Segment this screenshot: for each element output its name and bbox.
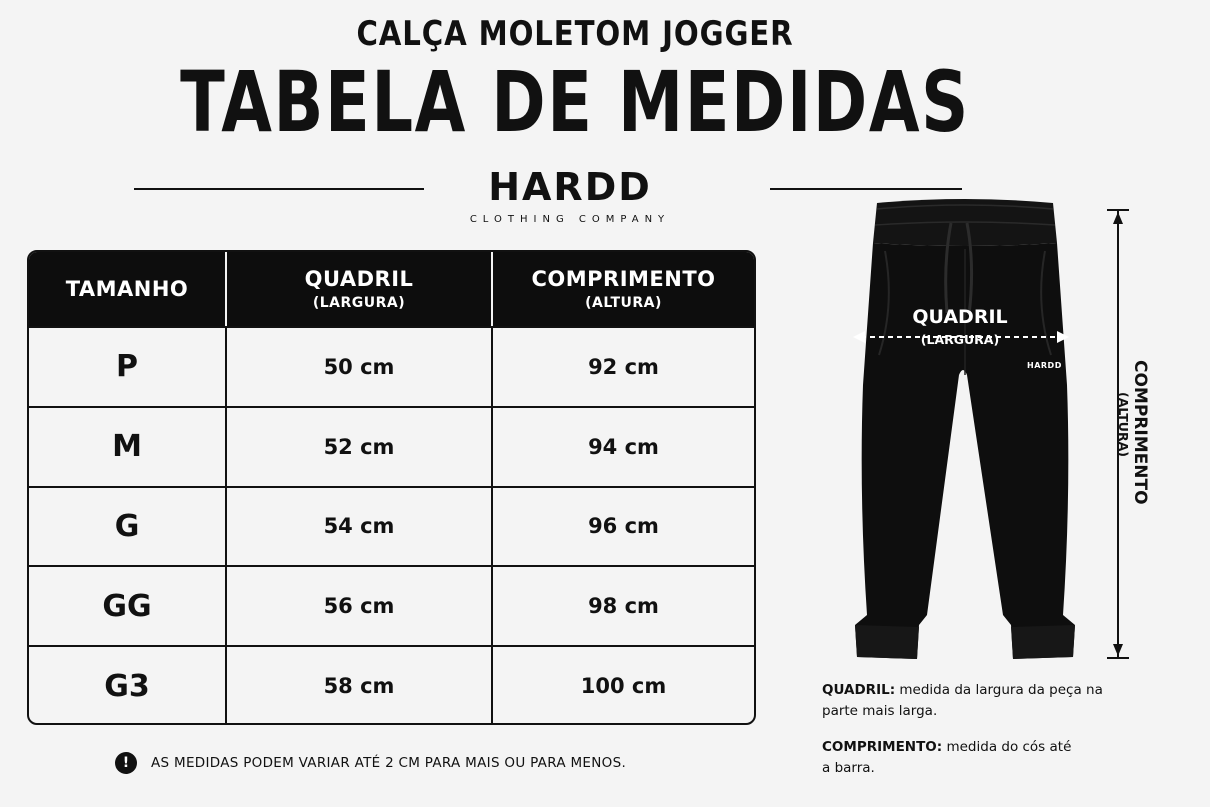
header-sublabel: (ALTURA): [585, 295, 662, 311]
table-row: [29, 565, 754, 645]
product-subtitle: CALÇA MOLETOM JOGGER: [356, 14, 794, 54]
legend-definition: medida do cós até a barra.: [822, 739, 1072, 776]
quadril-cell: 58 cm: [227, 647, 493, 725]
comprimento-cell: 98 cm: [588, 594, 659, 619]
brand-name: HARDD: [488, 165, 652, 209]
legend-quadril: [822, 680, 1122, 722]
header-tamanho: [29, 252, 227, 326]
brand-logo: [455, 165, 685, 225]
comprimento-diagram-label: COMPRIMENTO: [1130, 360, 1150, 505]
legend-comprimento: [822, 737, 1072, 779]
header-label: TAMANHO: [65, 277, 189, 301]
table-row: [29, 406, 754, 486]
size-cell: G: [29, 488, 227, 566]
garment-logo: HARDD: [1027, 361, 1062, 370]
divider-right: [770, 188, 962, 190]
quadril-cell: 52 cm: [227, 408, 493, 486]
note-text: AS MEDIDAS PODEM VARIAR ATÉ 2 CM PARA MAIS OU PARA MENOS.: [151, 755, 627, 771]
quadril-diagram-sublabel: (LARGURA): [920, 332, 1000, 347]
header-comprimento: [493, 252, 754, 326]
page-title: TABELA DE MEDIDAS: [180, 53, 970, 151]
comprimento-cell: 100 cm: [580, 674, 667, 699]
size-cell: P: [29, 328, 227, 406]
comprimento-cell: 94 cm: [588, 434, 659, 459]
comprimento-cell: 96 cm: [588, 514, 659, 539]
quadril-cell: 56 cm: [227, 567, 493, 645]
table-row: [29, 486, 754, 566]
table-row: [29, 326, 754, 406]
header-sublabel: (LARGURA): [312, 295, 406, 311]
size-cell: M: [29, 408, 227, 486]
jogger-pants-illustration: [835, 195, 1095, 665]
divider-left: [134, 188, 424, 190]
legend-term: QUADRIL:: [822, 682, 896, 698]
quadril-cell: 54 cm: [227, 488, 493, 566]
size-table: [27, 250, 756, 725]
comprimento-cell: 92 cm: [588, 354, 659, 379]
table-header: [29, 252, 754, 326]
exclamation-icon: !: [115, 752, 137, 774]
header-label: QUADRIL: [304, 267, 414, 291]
size-cell: GG: [29, 567, 227, 645]
comprimento-diagram-sublabel: (ALTURA): [1116, 392, 1131, 457]
quadril-diagram-label: QUADRIL: [912, 306, 1008, 328]
legend-definition: medida da largura da peça na parte mais larga.: [822, 682, 1103, 719]
variation-note: [115, 752, 626, 774]
quadril-cell: 50 cm: [227, 328, 493, 406]
table-row: [29, 645, 754, 725]
legend-term: COMPRIMENTO:: [822, 739, 943, 755]
size-cell: G3: [29, 647, 227, 725]
header-quadril: [227, 252, 493, 326]
brand-tagline: CLOTHING COMPANY: [469, 214, 671, 225]
header-label: COMPRIMENTO: [531, 267, 716, 291]
